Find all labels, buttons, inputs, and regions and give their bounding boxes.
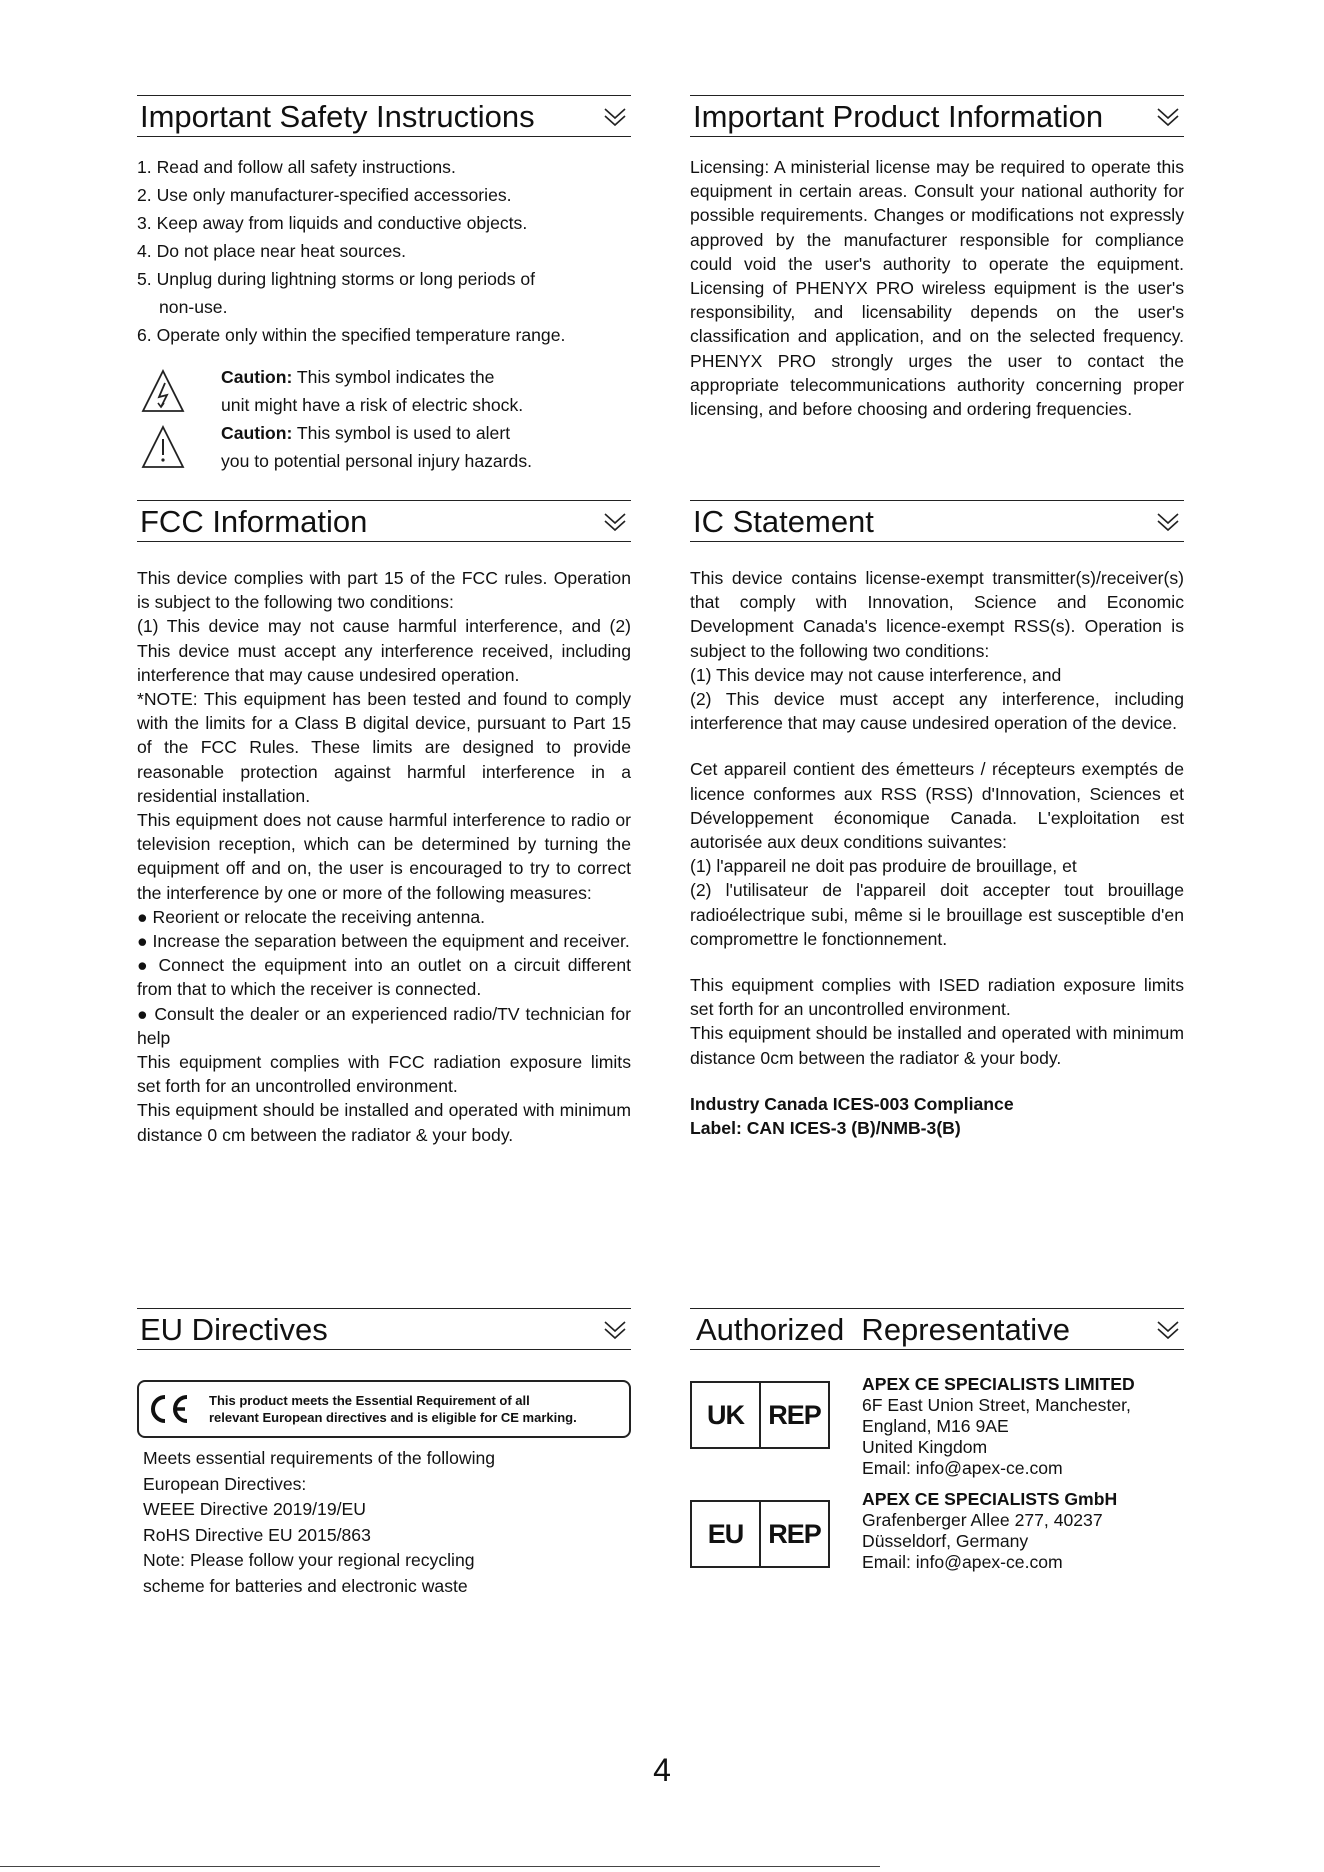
page-number: 4 [653, 1752, 671, 1788]
paragraph: This equipment does not cause harmful interference to radio or television reception, which can be determined by turning the equipment off and on, the user is encouraged to try to correct the interference by one or more of the following measures: [137, 810, 631, 903]
bullet-item: ● Connect the equipment into an outlet on a circuit different from that to which the receiver is connected. [137, 955, 631, 1000]
chevron-down-icon [1156, 1317, 1180, 1341]
paragraph: This device contains license-exempt transmitter(s)/receiver(s) that comply with Innovation, Science and Economic Development Canada's licence-exempt RSS(s). Operation is subject to the following two conditions: [690, 568, 1184, 661]
paragraph: (1) This device may not cause interference, and [690, 664, 1062, 685]
paragraph: (2) This device must accept any interference, including interference that may cause undesired operation of the device. [690, 689, 1184, 734]
ices-label: Label: CAN ICES-3 (B)/NMB-3(B) [690, 1118, 961, 1139]
ic-section [690, 500, 1184, 1140]
safety-header [137, 95, 631, 137]
exclamation-warning-icon [141, 425, 185, 469]
rep-title: Authorized Representative [696, 1312, 1070, 1347]
bottom-divider [0, 1866, 880, 1867]
eu-directives-text [137, 1446, 631, 1599]
list-item: 5. Unplug during lightning storms or long periods of non-use. [137, 269, 536, 317]
paragraph: This equipment should be installed and operated with minimum distance 0 cm between the radiator & your body. [137, 1100, 631, 1145]
paragraph: This equipment complies with FCC radiation exposure limits set forth for an uncontrolled environment. [137, 1052, 631, 1097]
list-item: 6. Operate only within the specified temperature range. [137, 325, 566, 345]
text-line: WEEE Directive 2019/19/EU [143, 1499, 366, 1519]
safety-list [137, 153, 631, 349]
fcc-title: FCC Information [140, 504, 368, 539]
product-text: Licensing: A ministerial license may be required to operate this equipment in certain areas. Consult your national authority for possible requirements. Changes or modifications not expressly approved by the manufacturer responsible for compliance could void the user's authority to operate the equipment. Licensing of PHENYX PRO wireless equipment is the user's responsibility, and licensability depends on the user's classification and application, and on the selected frequency. PHENYX PRO strongly urges the user to contact the appropriate telecommunications authority concerning proper licensing, and before choosing and ordering frequencies. [690, 157, 1184, 420]
text-line: Meets essential requirements of the following [143, 1448, 496, 1468]
product-title: Important Product Information [693, 99, 1104, 134]
eu-title: EU Directives [140, 1312, 328, 1347]
list-item: 3. Keep away from liquids and conductive objects. [137, 213, 528, 233]
paragraph: (1) l'appareil ne doit pas produire de brouillage, et [690, 856, 1077, 877]
product-section [690, 95, 1184, 421]
uk-rep-address: APEX CE SPECIALISTS LIMITED 6F East Union Street, Manchester, England, M16 9AE United Kingdom Email: info@apex-ce.com [862, 1374, 1135, 1478]
paragraph: This equipment complies with ISED radiation exposure limits set forth for an uncontrolled environment. [690, 975, 1184, 1020]
ices-compliance-heading: Industry Canada ICES-003 Compliance [690, 1093, 1014, 1114]
list-item: 4. Do not place near heat sources. [137, 241, 406, 261]
safety-title: Important Safety Instructions [140, 99, 535, 134]
ic-header [690, 500, 1184, 542]
fcc-section [137, 500, 631, 1147]
bullet-item: ● Reorient or relocate the receiving antenna. [137, 906, 486, 927]
paragraph: Cet appareil contient des émetteurs / récepteurs exemptés de licence conformes aux RSS (RSS) d'Innovation, Sciences et Développement économique Canada. L'exploitation est autorisée aux deux conditions suivantes: [690, 759, 1184, 853]
paragraph: *NOTE: This equipment has been tested and found to comply with the limits for a Class B digital device, pursuant to Part 15 of the FCC Rules. These limits are designed to provide reasonable protection against harmful interference in a residential installation. [137, 689, 631, 806]
text-line: RoHS Directive EU 2015/863 [143, 1524, 371, 1545]
chevron-down-icon [1156, 509, 1180, 533]
paragraph: This equipment should be installed and operated with minimum distance 0cm between the radiator & your body. [690, 1023, 1184, 1068]
eu-header [137, 1308, 631, 1350]
electric-shock-warning-icon [141, 369, 185, 413]
chevron-down-icon [1156, 104, 1180, 128]
ce-statement: This product meets the Essential Requirement of all relevant European directives and is eligible for CE marking. [209, 1393, 577, 1425]
product-header [690, 95, 1184, 137]
caution-injury: Caution: This symbol is used to alert you to potential personal injury hazards. [137, 419, 631, 475]
safety-section [137, 95, 631, 475]
eu-rep-badge: EU REP [690, 1500, 830, 1568]
list-item: 2. Use only manufacturer-specified accessories. [137, 185, 512, 205]
fcc-header [137, 500, 631, 542]
text-line: scheme for batteries and electronic waste [143, 1575, 468, 1596]
rep-header [690, 1308, 1184, 1350]
caution-electric: Caution: This symbol indicates the unit might have a risk of electric shock. [137, 363, 631, 419]
list-item: 1. Read and follow all safety instructions. [137, 157, 456, 177]
ic-text [690, 566, 1184, 1140]
paragraph: This device complies with part 15 of the FCC rules. Operation is subject to the following two conditions: [137, 568, 631, 613]
paragraph: (2) l'utilisateur de l'appareil doit accepter tout brouillage radioélectrique subi, même si le brouillage est susceptible d'en compromettre le fonctionnement. [690, 880, 1184, 949]
ce-marking-box [137, 1380, 631, 1438]
text-line: European Directives: [143, 1473, 307, 1494]
text-line: Note: Please follow your regional recycling [143, 1550, 475, 1570]
ic-title: IC Statement [693, 504, 874, 539]
chevron-down-icon [603, 509, 627, 533]
uk-rep-badge: UK REP [690, 1381, 830, 1449]
chevron-down-icon [603, 1317, 627, 1341]
ce-mark-icon [147, 1391, 191, 1427]
bullet-item: ● Increase the separation between the equipment and receiver. [137, 931, 630, 952]
eu-section [137, 1308, 631, 1599]
rep-section [690, 1308, 1184, 1350]
chevron-down-icon [603, 104, 627, 128]
eu-rep-address: APEX CE SPECIALISTS GmbH Grafenberger Allee 277, 40237 Düsseldorf, Germany Email: info@apex-ce.com [862, 1489, 1118, 1572]
paragraph: (1) This device may not cause harmful interference, and (2) This device must accept any interference received, including interference that may cause undesired operation. [137, 616, 631, 685]
fcc-text [137, 566, 631, 1147]
bullet-item: ● Consult the dealer or an experienced radio/TV technician for help [137, 1003, 631, 1048]
